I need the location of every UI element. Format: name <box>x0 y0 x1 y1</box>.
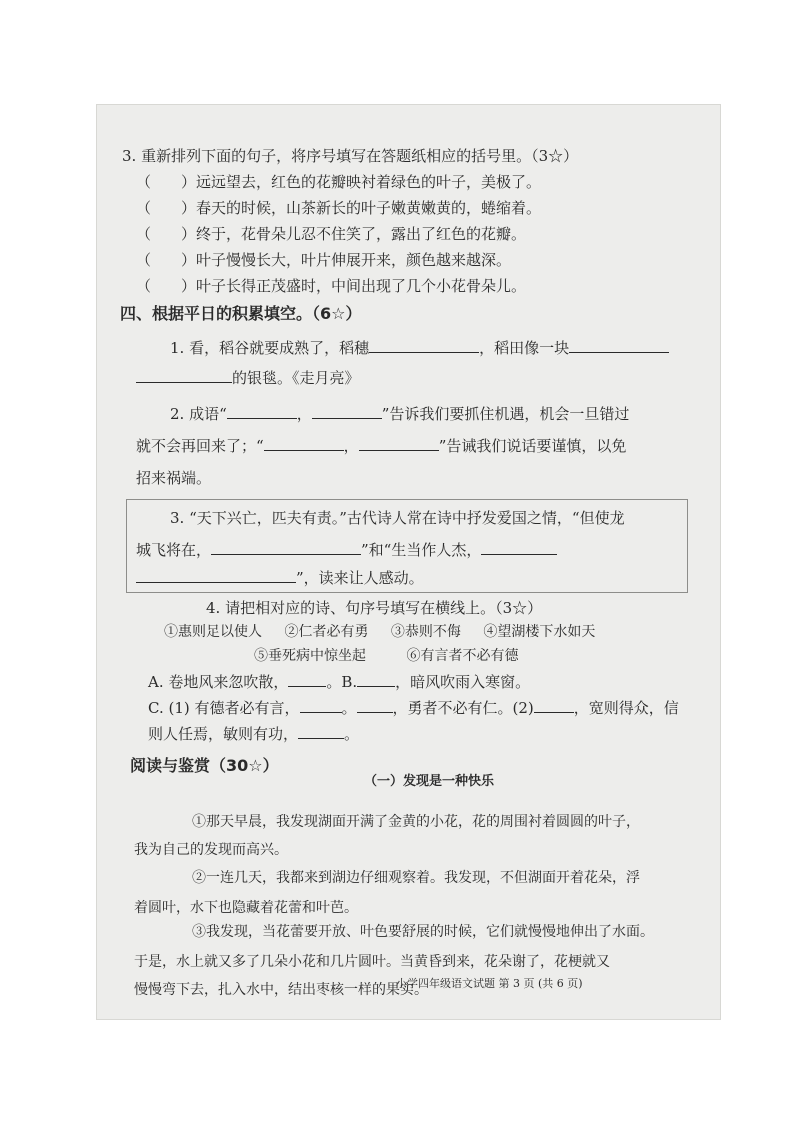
reading-title: 阅读与鉴赏（30☆） <box>130 756 279 775</box>
q4-title: 4. 请把相对应的诗、句序号填写在横线上。（3☆） <box>206 599 543 617</box>
para-3-cont2: 慢慢弯下去，扎入水中，结出枣核一样的果实。 <box>134 982 428 998</box>
fill-q3-line2: 城飞将在， ”和“生当作人杰， <box>136 540 557 560</box>
fill-q2-line1: 2. 成语“ ， ”告诉我们要抓住机遇，机会一旦错过 <box>170 405 630 423</box>
fill-q2-line3: 招来祸端。 <box>136 469 212 487</box>
blank-q2-3[interactable] <box>264 436 344 451</box>
blank-q1-3[interactable] <box>136 368 232 383</box>
para-2: ②一连几天，我都来到湖边仔细观察着。我发现，不但湖面开着花朵，浮 <box>192 870 640 886</box>
blank-q3-1[interactable] <box>211 540 361 555</box>
answer-paren-1[interactable]: （ ） <box>136 173 197 191</box>
match-line-a: A. 卷地风来忽吹散， 。B. ，暗风吹雨入寒窗。 <box>148 673 531 691</box>
passage-title: （一）发现是一种快乐 <box>364 774 495 789</box>
para-1-cont: 我为自己的发现而高兴。 <box>134 842 288 858</box>
reorder-item-1: （ ）远远望去，红色的花瓣映衬着绿色的叶子，美极了。 <box>136 173 542 191</box>
para-3: ③我发现，当花蕾要开放、叶色要舒展的时候，它们就慢慢地伸出了水面。 <box>192 924 654 940</box>
blank-a[interactable] <box>288 672 326 687</box>
q3-title: 3. 重新排列下面的句子，将序号填写在答题纸相应的括号里。（3☆） <box>122 147 579 165</box>
blank-q1-2[interactable] <box>569 338 669 353</box>
match-line-c: C. (1) 有德者必有言， 。 ，勇者不必有仁。(2) ，宽则得众，信 <box>148 699 679 717</box>
para-1: ①那天早晨，我发现湖面开满了金黄的小花，花的周围衬着圆圆的叶子， <box>192 814 640 830</box>
blank-c3[interactable] <box>534 698 574 713</box>
fill-q1-line2: 的银毯。《走月亮》 <box>136 368 360 388</box>
match-line-c-cont: 则人任焉，敏则有功， 。 <box>148 725 360 743</box>
answer-paren-5[interactable]: （ ） <box>136 277 197 295</box>
reorder-item-4: （ ）叶子慢慢长大，叶片伸展开来，颜色越来越深。 <box>136 251 512 269</box>
blank-q3-2[interactable] <box>481 540 557 555</box>
fill-q2-line2: 就不会再回来了；“ ， ”告诫我们说话要谨慎，以免 <box>136 437 627 455</box>
blank-q2-1[interactable] <box>227 404 297 419</box>
fill-q1-line1: 1. 看，稻谷就要成熟了，稻穗 ，稻田像一块 <box>170 338 669 358</box>
fill-q3-line3: ”，读来让人感动。 <box>136 568 424 588</box>
blank-c4[interactable] <box>298 724 344 739</box>
reorder-item-3: （ ）终于，花骨朵儿忍不住笑了，露出了红色的花瓣。 <box>136 225 527 243</box>
para-2-cont: 着圆叶，水下也隐藏着花蕾和叶芭。 <box>134 900 358 916</box>
blank-b[interactable] <box>357 672 395 687</box>
reorder-item-2: （ ）春天的时候，山茶新长的叶子嫩黄嫩黄的，蜷缩着。 <box>136 199 542 217</box>
blank-c2[interactable] <box>357 698 393 713</box>
exam-page <box>96 104 721 1020</box>
answer-paren-2[interactable]: （ ） <box>136 199 197 217</box>
para-3-cont: 于是，水上就又多了几朵小花和几片圆叶。当黄昏到来，花朵谢了，花梗就又 <box>134 954 610 970</box>
answer-paren-4[interactable]: （ ） <box>136 251 197 269</box>
options-row-1: ①惠则足以使人 ②仁者必有勇 ③恭则不侮 ④望湖楼下水如天 <box>164 624 596 640</box>
page-footer: 小学四年级语文试题 第 3 页 (共 6 页) <box>396 977 583 990</box>
answer-paren-3[interactable]: （ ） <box>136 225 197 243</box>
fill-q3-line1: 3. “天下兴亡，匹夫有责。”古代诗人常在诗中抒发爱国之情，“但使龙 <box>170 509 625 527</box>
blank-q2-4[interactable] <box>359 436 439 451</box>
blank-c1[interactable] <box>300 698 342 713</box>
blank-q3-3[interactable] <box>136 568 296 583</box>
section4-title: 四、根据平日的积累填空。（6☆） <box>120 304 362 323</box>
blank-q1-1[interactable] <box>369 338 479 353</box>
blank-q2-2[interactable] <box>312 404 382 419</box>
options-row-2: ⑤垂死病中惊坐起 ⑥有言者不必有德 <box>254 648 519 664</box>
reorder-item-5: （ ）叶子长得正茂盛时，中间出现了几个小花骨朵儿。 <box>136 277 527 295</box>
